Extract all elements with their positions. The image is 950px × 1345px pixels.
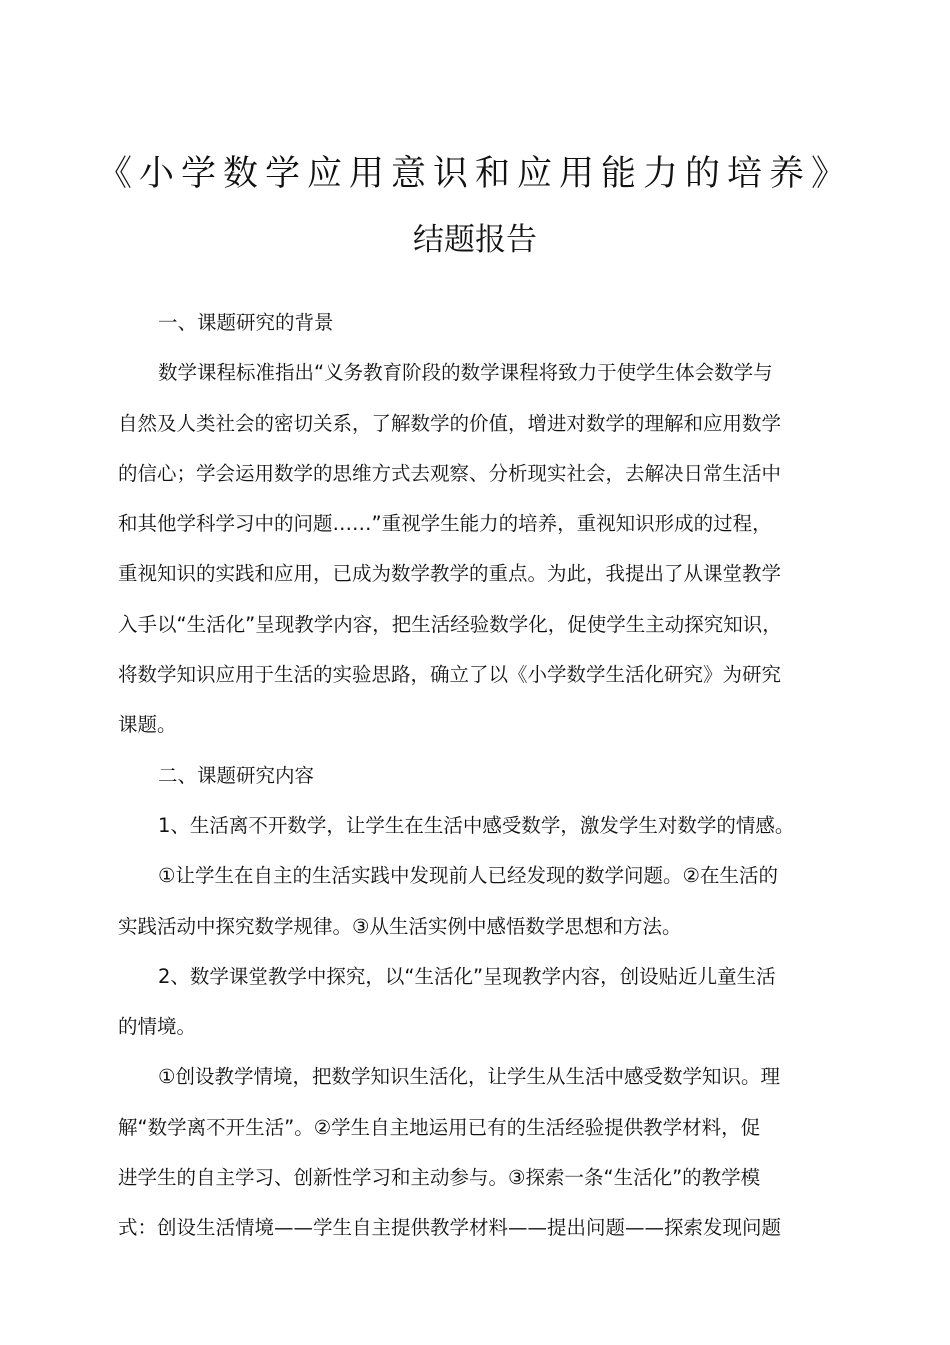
body-line: 解“数学离不开生活”。②学生自主地运用已有的生活经验提供教学材料，促 — [118, 1115, 761, 1139]
body-line: 数学课程标准指出“义务教育阶段的数学课程将致力于使学生体会数学与 — [158, 361, 773, 385]
section-heading-content: 二、课题研究内容 — [158, 763, 315, 787]
body-line: 课题。 — [118, 713, 177, 737]
body-line: 式：创设生活情境——学生自主提供教学材料——提出问题——探索发现问题 — [118, 1216, 782, 1240]
report-title: 《小学数学应用意识和应用能力的培养》 — [96, 154, 853, 194]
body-line: 实践活动中探究数学规律。③从生活实例中感悟数学思想和方法。 — [118, 914, 682, 938]
body-line: 进学生的自主学习、创新性学习和主动参与。③探索一条“生活化”的教学模 — [118, 1166, 761, 1190]
report-body — [118, 298, 818, 1254]
body-line: ①让学生在自主的生活实践中发现前人已经发现的数学问题。②在生活的 — [158, 864, 778, 888]
body-line: ①创设教学情境，把数学知识生活化，让学生从生活中感受数学知识。理 — [158, 1065, 780, 1089]
section-heading-background: 一、课题研究的背景 — [158, 311, 334, 334]
body-line: 的情境。 — [118, 1015, 197, 1039]
body-line: 重视知识的实践和应用，已成为数学教学的重点。为此，我提出了从课堂教学 — [118, 562, 782, 586]
body-line: 入手以“生活化”呈现教学内容，把生活经验数学化，促使学生主动探究知识， — [118, 612, 782, 636]
body-line: 2、数学课堂教学中探究，以“生活化”呈现教学内容，创设贴近儿童生活 — [158, 964, 776, 988]
body-line: 和其他学科学习中的问题……”重视学生能力的培养，重视知识形成的过程， — [118, 512, 772, 536]
body-line: 将数学知识应用于生活的实验思路，确立了以《小学数学生活化研究》为研究 — [118, 663, 782, 687]
body-line: 自然及人类社会的密切关系，了解数学的价值，增进对数学的理解和应用数学 — [118, 411, 782, 435]
report-subtitle: 结题报告 — [413, 222, 537, 258]
body-line: 1、生活离不开数学，让学生在生活中感受数学，激发学生对数学的情感。 — [158, 813, 795, 837]
body-line: 的信心；学会运用数学的思维方式去观察、分析现实社会，去解决日常生活中 — [118, 461, 782, 485]
